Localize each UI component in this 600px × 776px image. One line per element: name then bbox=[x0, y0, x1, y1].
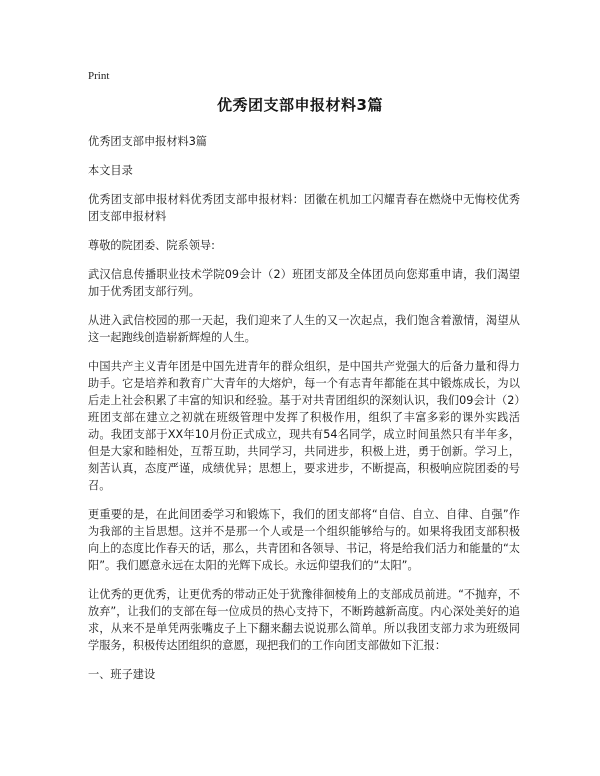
print-label: Print bbox=[88, 70, 110, 82]
body-paragraph: 更重要的是，在此间团委学习和锻炼下，我们的团支部将“自信、自立、自律、自强”作为我部的主旨思想。这并不是那一个人或是一个组织能够给与的。如果将我团支部积极向上的态度比作春天的话，那么，共青团和各领导、书记，将是给我们活力和能量的“太阳”。我们愿意永远在太阳的光辉下成长。永远仰望我们的“太阳”。 bbox=[88, 508, 520, 572]
document-body bbox=[88, 133, 520, 695]
subtitle-paragraph: 优秀团支部申报材料3篇 bbox=[88, 135, 207, 148]
toc-heading: 本文目录 bbox=[88, 164, 133, 177]
body-paragraph: 从进入武信校园的那一天起，我们迎来了人生的又一次起点，我们饱含着激情，渴望从这一起跑线创造崭新辉煌的人生。 bbox=[88, 314, 520, 344]
toc-entries: 优秀团支部申报材料优秀团支部申报材料：团徽在机加工闪耀青春在燃烧中无悔校优秀团支部申报材料 bbox=[88, 193, 520, 223]
body-paragraph: 中国共产主义青年团是中国先进青年的群众组织，是中国共产党强大的后备力量和得力助手。它是培养和教育广大青年的大熔炉，每一个有志青年都能在其中锻炼成长，为以后走上社会积累了丰富的知识和经验。基于对共青团组织的深刻认识，我们09会计（2）班团支部在建立之初就在班级管理中发挥了积极作用，组织了丰富多彩的课外实践活动。我团支部于XX年10月份正式成立，现共有54名同学，成立时间虽然只有半年多，但是大家和睦相处，互帮互助，共同学习，共同进步，积极上进，勇于创新。学习上，刻苦认真，态度严谨，成绩优异；思想上，要求进步，不断提高，积极响应院团委的号召。 bbox=[88, 360, 520, 492]
document-title: 优秀团支部申报材料3篇 bbox=[217, 96, 383, 114]
body-paragraph: 让优秀的更优秀，让更优秀的带动正处于犹豫徘徊棱角上的支部成员前进。“不抛弃，不放弃”，让我们的支部在每一位成员的热心支持下，不断跨越新高度。内心深处美好的追求，从来不是单凭两张嘴皮子上下翻来翻去说说那么简单。所以我团支部力求为班级同学服务，积极传达团组织的意愿，现把我们的工作向团支部做如下汇报： bbox=[88, 588, 520, 652]
salutation: 尊敬的院团委、院系领导: bbox=[88, 239, 215, 252]
body-paragraph: 武汉信息传播职业技术学院09会计（2）班团支部及全体团员向您郑重申请，我们渴望加于优秀团支部行列。 bbox=[88, 268, 520, 298]
section-heading: 一、班子建设 bbox=[88, 668, 156, 681]
